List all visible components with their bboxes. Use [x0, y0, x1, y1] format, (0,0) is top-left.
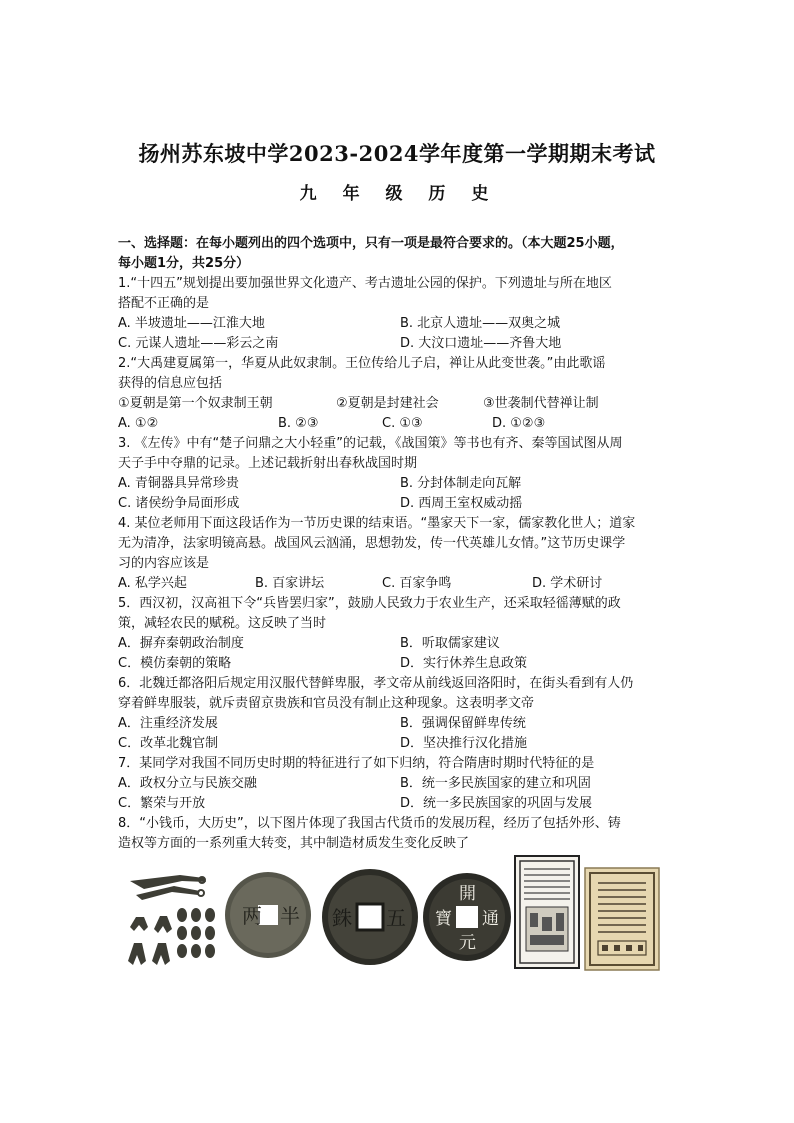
- q2-option-a[interactable]: A. ①②: [118, 416, 159, 431]
- q6-stem-line1: 6．北魏迁都洛阳后规定用汉服代替鲜卑服，孝文帝从前线返回洛阳时，在街头看到有人仍: [118, 676, 634, 691]
- q7-stem-line1: 7．某同学对我国不同历史时期的特征进行了如下归纳，符合隋唐时期时代特征的是: [118, 756, 595, 771]
- q8-stem-line1: 8．“小钱币，大历史”，以下图片体现了我国古代货币的发展历程，经历了包括外形、铸: [118, 816, 621, 831]
- q1-options-row2: [118, 334, 678, 354]
- q5-option-a[interactable]: A．摒弃秦朝政治制度: [118, 636, 244, 651]
- q1-option-c[interactable]: C. 元谋人遗址——彩云之南: [118, 336, 279, 351]
- q2-stem-line2: 获得的信息应包括: [118, 376, 223, 391]
- q4-option-b[interactable]: B. 百家讲坛: [255, 576, 325, 591]
- ming-paper-note-image: [584, 867, 660, 971]
- q7-option-c[interactable]: C．繁荣与开放: [118, 796, 206, 811]
- currency-images: [124, 855, 664, 973]
- q1-stem-line2: 搭配不正确的是: [118, 296, 210, 311]
- q3-option-c[interactable]: C. 诸侯纷争局面形成: [118, 496, 240, 511]
- q5-option-c[interactable]: C．模仿秦朝的策略: [118, 656, 232, 671]
- q3-stem-line2: 天子手中夺鼎的记录。上述记载折射出春秋战国时期: [118, 456, 418, 471]
- q7-option-d[interactable]: D．统一多民族国家的巩固与发展: [400, 796, 593, 811]
- q6-stem-line2: 穿着鲜卑服装，就斥责留京贵族和官员没有制止这种现象。这表明孝文帝: [118, 696, 535, 711]
- q1-option-b[interactable]: B. 北京人遗址——双奥之城: [400, 316, 561, 331]
- q6-options-row2: [118, 734, 678, 754]
- q7-option-b[interactable]: B．统一多民族国家的建立和巩固: [400, 776, 591, 791]
- q5-options-row1: [118, 634, 678, 654]
- q8-stem-line2: 造权等方面的一系列重大转变，其中制造材质发生变化反映了: [118, 836, 470, 851]
- q6-option-c[interactable]: C．改革北魏官制: [118, 736, 219, 751]
- q5-options-row2: [118, 654, 678, 674]
- wuzhu-coin-image: [320, 865, 420, 971]
- q4-options: [118, 574, 678, 594]
- q5-option-b[interactable]: B．听取儒家建议: [400, 636, 500, 651]
- banliang-left-char: 两: [242, 904, 262, 928]
- q7-option-a[interactable]: A．政权分立与民族交融: [118, 776, 257, 791]
- q1-options-row1: [118, 314, 678, 334]
- wuzhu-left-char: 銖: [332, 906, 352, 930]
- q1-option-d[interactable]: D. 大汶口遗址——齐鲁大地: [400, 336, 562, 351]
- q4-option-a[interactable]: A. 私学兴起: [118, 576, 187, 591]
- q2-statements: [118, 394, 678, 414]
- kaiyuan-top-char: 開: [459, 884, 476, 904]
- banliang-right-char: 半: [280, 904, 300, 928]
- wuzhu-right-char: 五: [386, 906, 406, 930]
- q3-stem-line1: 3. 《左传》中有“楚子问鼎之大小轻重”的记载，《战国策》等书也有齐、秦等国试图从周: [118, 436, 623, 451]
- q3-option-d[interactable]: D. 西周王室权威动摇: [400, 496, 523, 511]
- q2-option-c[interactable]: C. ①③: [382, 416, 423, 431]
- q5-stem-line1: 5．西汉初，汉高祖下令“兵皆罢归家”，鼓励人民致力于农业生产，还采取轻徭薄赋的政: [118, 596, 621, 611]
- q1-stem-line1: 1.“十四五”规划提出要加强世界文化遗产、考古遗址公园的保护。下列遗址与所在地区: [118, 276, 612, 291]
- q6-option-a[interactable]: A．注重经济发展: [118, 716, 218, 731]
- q2-statement-1: ①夏朝是第一个奴隶制王朝: [118, 396, 273, 411]
- q2-statement-2: ②夏朝是封建社会: [336, 396, 439, 411]
- q4-stem-line1: 4. 某位老师用下面这段话作为一节历史课的结束语。“墨家天下一家，儒家教化世人；道家: [118, 516, 636, 531]
- kaiyuan-bottom-char: 元: [459, 933, 476, 953]
- q4-option-c[interactable]: C. 百家争鸣: [382, 576, 452, 591]
- q7-options-row1: [118, 774, 678, 794]
- knife-spade-coins-image: [124, 869, 222, 969]
- q4-option-d[interactable]: D. 学术研讨: [532, 576, 603, 591]
- q3-options-row1: [118, 474, 678, 494]
- q7-options-row2: [118, 794, 678, 814]
- section-heading-line2: 每小题1分，共25分）: [118, 256, 250, 271]
- q2-option-d[interactable]: D. ①②③: [492, 416, 546, 431]
- banliang-coin-image: [224, 863, 312, 971]
- kaiyuan-right-char: 通: [482, 909, 499, 929]
- q5-stem-line2: 策，减轻农民的赋税。这反映了当时: [118, 616, 327, 631]
- exam-body: [118, 234, 678, 854]
- page-subtitle: 九 年 级 历 史: [299, 184, 495, 204]
- q4-stem-line3: 习的内容应该是: [118, 556, 210, 571]
- q6-options-row1: [118, 714, 678, 734]
- q3-option-b[interactable]: B. 分封体制走向瓦解: [400, 476, 522, 491]
- kaiyuan-coin-image: [422, 865, 512, 971]
- q2-statement-3: ③世袭制代替禅让制: [483, 396, 599, 411]
- q2-option-b[interactable]: B. ②③: [278, 416, 319, 431]
- q3-option-a[interactable]: A. 青铜器具异常珍贵: [118, 476, 239, 491]
- q5-option-d[interactable]: D．实行休养生息政策: [400, 656, 528, 671]
- q6-option-d[interactable]: D．坚决推行汉化措施: [400, 736, 528, 751]
- q2-options: [118, 414, 678, 434]
- q6-option-b[interactable]: B．强调保留鲜卑传统: [400, 716, 526, 731]
- jiaozi-note-image: [514, 855, 580, 969]
- q3-options-row2: [118, 494, 678, 514]
- q4-stem-line2: 无为清净，法家明镜高悬。战国风云汹涌，思想勃发，传一代英雄儿女情。”这节历史课学: [118, 536, 626, 551]
- q1-option-a[interactable]: A. 半坡遗址——江淮大地: [118, 316, 265, 331]
- kaiyuan-left-char: 寶: [435, 909, 452, 929]
- q2-stem-line1: 2.“大禹建夏属第一，华夏从此奴隶制。王位传给儿子启，禅让从此变世袭。”由此歌谣: [118, 356, 606, 371]
- page-title: 扬州苏东坡中学2023-2024学年度第一学期期末考试: [138, 141, 656, 166]
- section-heading-line1: 一、选择题：在每小题列出的四个选项中，只有一项是最符合要求的。（本大题25小题，: [118, 236, 624, 251]
